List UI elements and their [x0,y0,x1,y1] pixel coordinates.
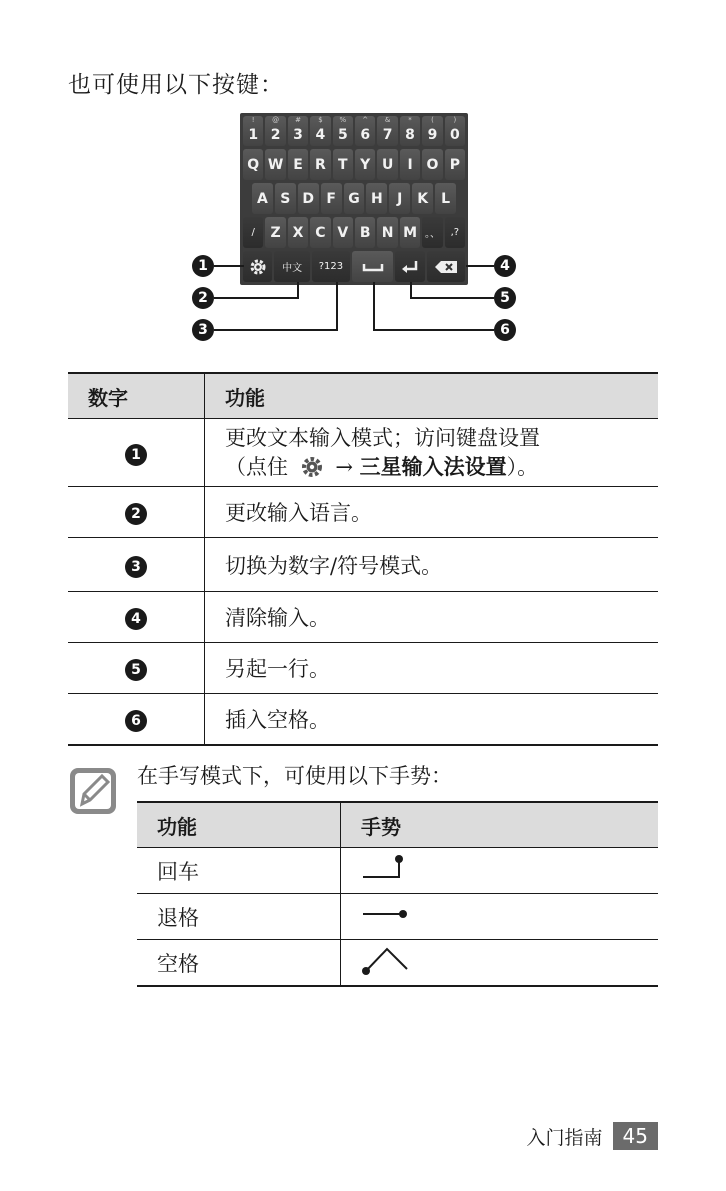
backspace-icon [435,261,457,273]
row-text: 另起一行。 [205,643,659,694]
keyboard-key: J [389,183,410,214]
row-text: 切换为数字/符号模式。 [205,538,659,592]
key-function-table [68,372,658,746]
keyboard-key: * 8 [400,116,420,146]
enter-gesture-icon [361,853,413,883]
keyboard-z-row [243,217,465,248]
keyboard-image [240,113,468,285]
enter-key [395,251,424,282]
settings-key [243,251,272,282]
enter-icon [401,260,419,274]
gesture-function: 空格 [137,940,341,987]
row-text: 插入空格。 [205,694,659,745]
header-function: 功能 [137,802,341,848]
keyboard-key: ) 0 [445,116,465,146]
number-badge: 2 [125,503,147,525]
space-key [352,251,393,282]
keyboard-key: O [422,149,442,180]
keyboard-key: % 5 [333,116,353,146]
keyboard-key: I [400,149,420,180]
gesture-function: 回车 [137,848,341,894]
keyboard-key: D [298,183,319,214]
header-number: 数字 [68,373,205,419]
space-gesture-icon [361,943,413,977]
keyboard-key: 。、 [422,217,442,248]
number-badge: 5 [125,659,147,681]
table-row [68,538,658,592]
keyboard-key: Z [265,217,285,248]
callout-1: 1 [192,255,214,277]
keyboard-key: F [321,183,342,214]
language-key: 中文 [274,251,309,282]
table-row [137,848,658,894]
page-number: 45 [613,1122,658,1150]
keyboard-key: ^ 6 [355,116,375,146]
keyboard-key: A [252,183,273,214]
callout-5: 5 [494,287,516,309]
backspace-key [427,251,465,282]
keyboard-key: G [344,183,365,214]
table-row [68,643,658,694]
section-label: 入门指南 [526,1126,603,1149]
number-badge: 3 [125,556,147,578]
keyboard-key: W [265,149,285,180]
space-icon [362,262,384,272]
header-gesture: 手势 [341,802,659,848]
backspace-gesture-icon [361,899,413,929]
header-function: 功能 [205,373,659,419]
note-icon [68,766,118,816]
keyboard-key: P [445,149,465,180]
table-row [137,894,658,940]
note-text: 在手写模式下，可使用以下手势： [137,764,452,788]
intro-text: 也可使用以下按键： [68,72,284,98]
symbol-key: ?123 [312,251,350,282]
keyboard-key: E [288,149,308,180]
keyboard-key: U [377,149,397,180]
gesture-function: 退格 [137,894,341,940]
keyboard-bottom-row [243,251,465,282]
callout-3: 3 [192,319,214,341]
keyboard-key: N [377,217,397,248]
page-footer [527,1122,658,1150]
keyboard-key: X [288,217,308,248]
table-row [68,592,658,643]
keyboard-a-row [243,183,465,214]
row-text: 更改输入语言。 [205,487,659,538]
table-row [68,487,658,538]
table-row [137,940,658,987]
gear-icon [301,456,323,478]
number-badge: 4 [125,608,147,630]
keyboard-key: B [355,217,375,248]
keyboard-number-row [243,116,465,146]
keyboard-key: S [275,183,296,214]
row-text: 更改文本输入模式；访问键盘设置 [225,425,540,450]
callout-6: 6 [494,319,516,341]
row-text: 清除输入。 [205,592,659,643]
number-badge: 1 [125,444,147,466]
callout-2: 2 [192,287,214,309]
keyboard-key: @ 2 [265,116,285,146]
keyboard-key: T [333,149,353,180]
callout-4: 4 [494,255,516,277]
row-text-line2: （点住 → 三星输入法设置）。 [225,454,539,479]
keyboard-key: L [435,183,456,214]
keyboard-key: C [310,217,330,248]
keyboard-key: K [412,183,433,214]
keyboard-key: & 7 [377,116,397,146]
keyboard-key: ( 9 [422,116,442,146]
keyboard-key: H [366,183,387,214]
gear-icon [249,258,267,276]
table-row [68,694,658,745]
table-row [68,419,658,487]
keyboard-key: V [333,217,353,248]
keyboard-key: Q [243,149,263,180]
number-badge: 6 [125,710,147,732]
gesture-table [137,801,658,987]
keyboard-key: M [400,217,420,248]
keyboard-key: # 3 [288,116,308,146]
keyboard-key: ! 1 [243,116,263,146]
keyboard-key: R [310,149,330,180]
keyboard-key: ,? [445,217,465,248]
keyboard-key: $ 4 [310,116,330,146]
keyboard-key: / [243,217,263,248]
keyboard-key: Y [355,149,375,180]
keyboard-q-row [243,149,465,180]
